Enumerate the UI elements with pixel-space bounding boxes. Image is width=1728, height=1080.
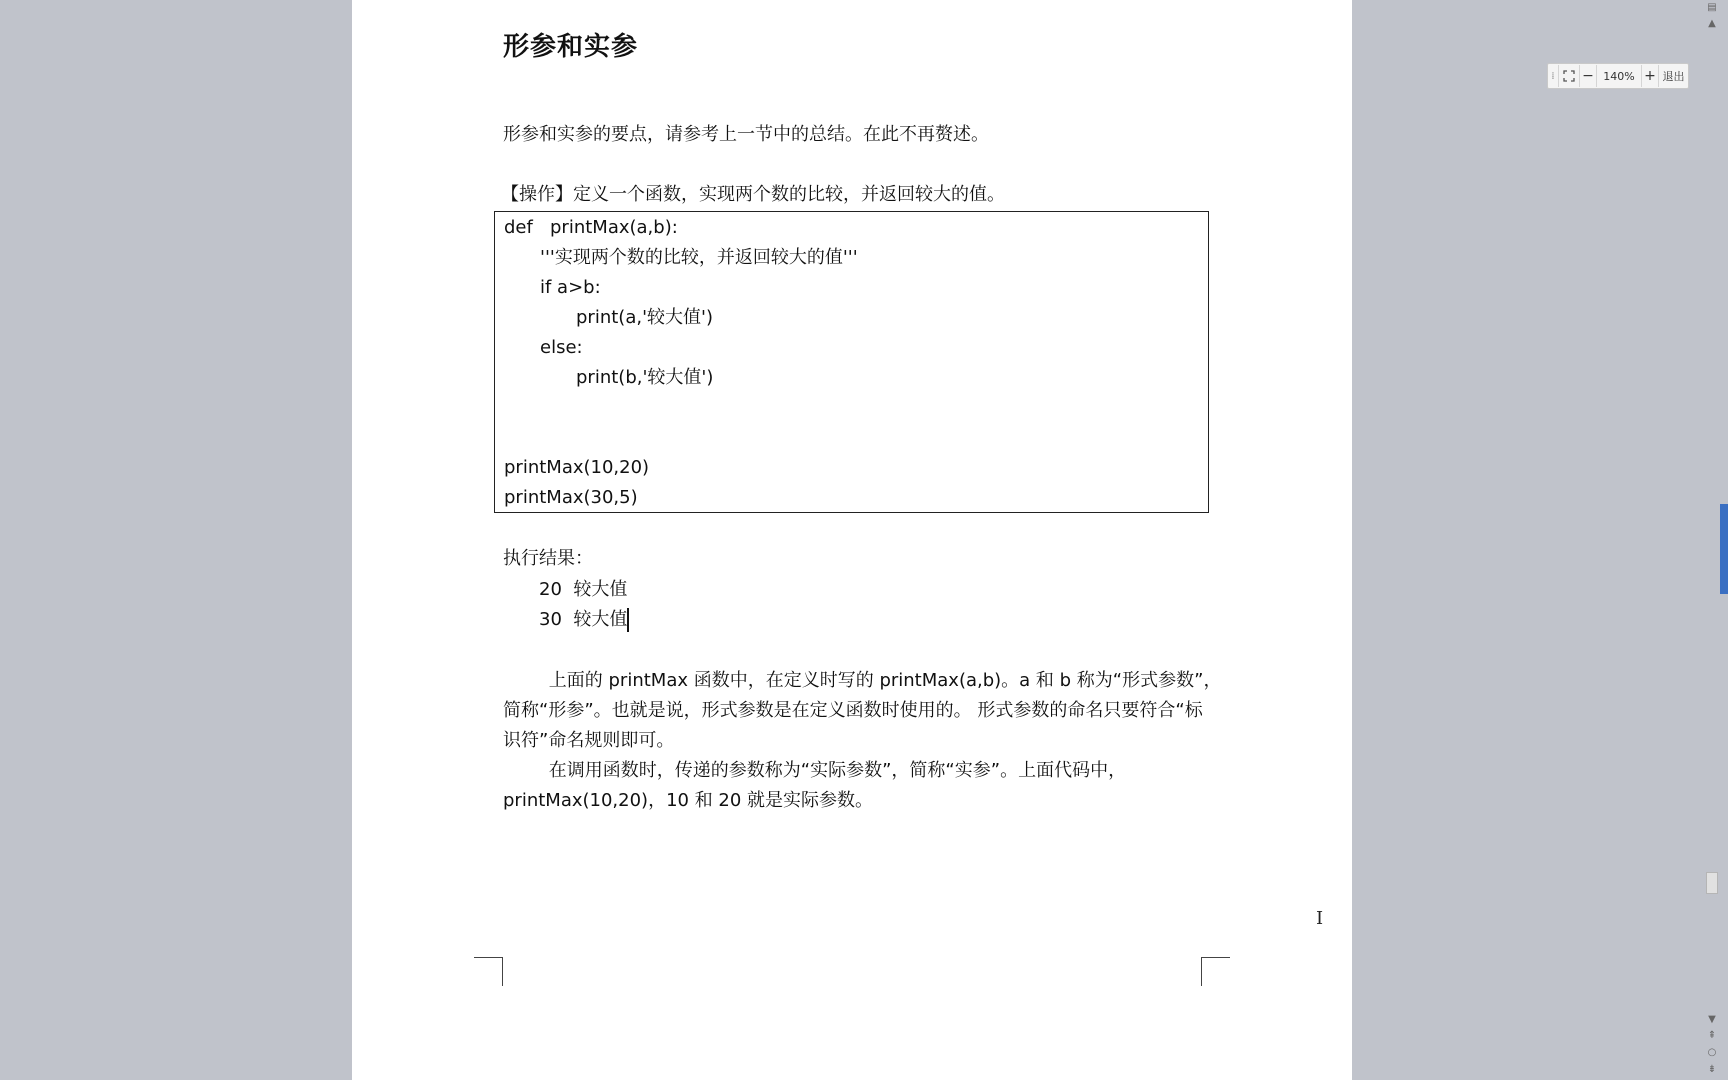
code-line: else: [540,337,583,358]
intro-text: 形参和实参的要点，请参考上一节中的总结。在此不再赘述。 [503,124,989,145]
previous-page-icon[interactable]: ⇞ [1707,1030,1717,1041]
operation-text: 【操作】定义一个函数，实现两个数的比较，并返回较大的值。 [501,184,1005,205]
scroll-up-icon[interactable]: ▲ [1708,18,1716,29]
paragraph-line: 在调用函数时，传递的参数称为“实际参数”，简称“实参”。上面代码中， [503,760,1127,781]
code-block[interactable] [494,211,1209,513]
fit-page-icon[interactable] [1559,65,1580,87]
page-margin-corner [474,957,503,986]
side-panel-tab[interactable] [1720,504,1728,594]
result-line: 30 较大值 [539,609,628,630]
select-browse-object-icon[interactable]: ○ [1707,1047,1717,1058]
zoom-level[interactable]: 140% [1597,65,1642,87]
page-title: 形参和实参 [503,32,639,62]
document-page [352,0,1352,1080]
zoom-out-button[interactable]: − [1580,65,1597,87]
zoom-in-button[interactable]: + [1642,65,1659,87]
code-line: printMax(30,5) [504,487,638,508]
vertical-scrollbar[interactable] [1704,0,1720,1080]
paragraph-line: printMax(10,20)，10 和 20 就是实际参数。 [503,790,874,811]
zoom-toolbar [1547,63,1689,89]
exit-button[interactable]: 退出 [1662,70,1685,83]
code-line: print(b,'较大值') [576,367,714,388]
code-line: if a>b: [540,277,601,298]
result-label: 执行结果： [503,548,593,569]
code-line: print(a,'较大值') [576,307,713,328]
ibeam-cursor-icon: I [1316,908,1324,929]
text-cursor [627,608,629,632]
next-page-icon[interactable]: ⇟ [1707,1064,1717,1075]
code-line: '''实现两个数的比较，并返回较大的值''' [540,247,858,268]
page-margin-corner [1201,957,1230,986]
scrollbar-thumb[interactable] [1706,872,1718,894]
paragraph-line: 上面的 printMax 函数中，在定义时写的 printMax(a,b)。a 和 b 称为“形式参数”， [503,670,1222,691]
page-icon[interactable]: ▤ [1707,2,1717,13]
paragraph-line: 识符”命名规则即可。 [503,730,675,751]
result-line: 20 较大值 [539,579,628,600]
code-line: def printMax(a,b): [504,217,678,238]
drag-handle-icon[interactable]: ⁞ [1548,65,1559,87]
scroll-down-icon[interactable]: ▼ [1708,1014,1716,1025]
paragraph-line: 简称“形参”。也就是说，形式参数是在定义函数时使用的。 形式参数的命名只要符合“标 [503,700,1203,721]
code-line: printMax(10,20) [504,457,650,478]
